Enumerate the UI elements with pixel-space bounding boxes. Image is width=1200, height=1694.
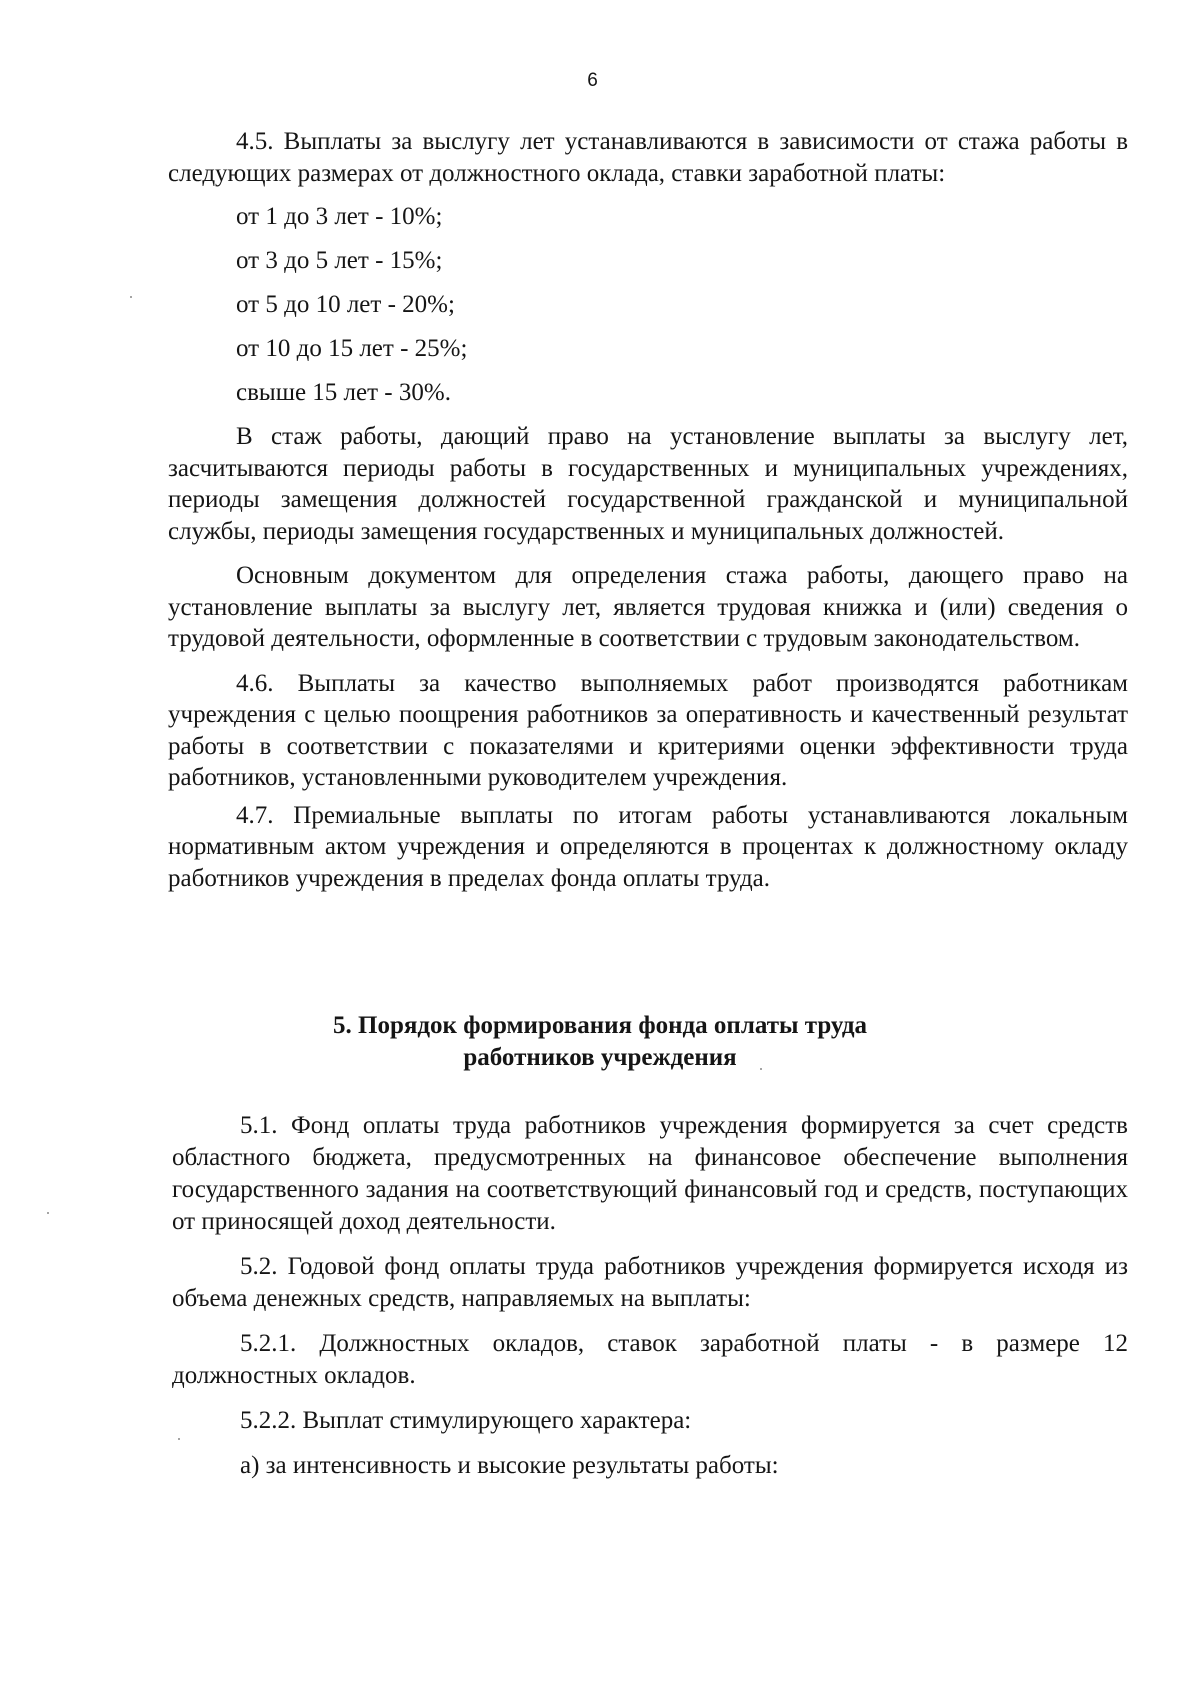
scan-speck xyxy=(47,1212,49,1214)
list-item: от 1 до 3 лет - 10%; xyxy=(236,203,443,230)
list-item: от 3 до 5 лет - 15%; xyxy=(236,247,443,274)
scan-speck xyxy=(130,296,132,298)
seniority-rates-list xyxy=(168,195,1128,415)
heading-line-1: 5. Порядок формирования фонда оплаты труда xyxy=(333,1012,867,1039)
list-item: от 10 до 15 лет - 25%; xyxy=(236,335,468,362)
scan-speck xyxy=(178,1438,180,1440)
list-item: свыше 15 лет - 30%. xyxy=(236,379,451,406)
scan-speck xyxy=(760,1068,762,1070)
heading-line-2: работников учреждения xyxy=(463,1044,737,1071)
paragraph-5-2: 5.2. Годовой фонд оплаты труда работников учреждения формируется исходя из объема денежных средств, направляемых на выплаты: xyxy=(172,1253,1128,1312)
section-5-heading xyxy=(0,1010,1200,1074)
list-item: от 5 до 10 лет - 20%; xyxy=(236,291,455,318)
section-4-body xyxy=(168,126,1128,894)
paragraph-a: а) за интенсивность и высокие результаты работы: xyxy=(240,1452,779,1479)
paragraph-5-2-1: 5.2.1. Должностных окладов, ставок заработной платы - в размере 12 должностных окладов. xyxy=(172,1330,1128,1389)
paragraph-4-5: 4.5. Выплаты за выслугу лет устанавливаются в зависимости от стажа работы в следующих размерах от должностного оклада, ставки заработной платы: xyxy=(168,128,1128,187)
paragraph-5-1: 5.1. Фонд оплаты труда работников учреждения формируется за счет средств областного бюджета, предусмотренных на финансовое обеспечение выполнения государственного задания на соответствующий финансовый год и средств, поступающих от приносящей доход деятельности. xyxy=(172,1112,1128,1235)
section-5-body xyxy=(172,1110,1128,1482)
paragraph-main-document: Основным документом для определения стажа работы, дающего право на установление выплаты за выслугу лет, является трудовая книжка и (или) сведения о трудовой деятельности, оформленные в соответствии с трудовым законодательством. xyxy=(168,562,1128,652)
paragraph-seniority-periods: В стаж работы, дающий право на установление выплаты за выслугу лет, засчитываются периоды работы в государственных и муниципальных учреждениях, периоды замещения должностей государственной гражданской и муниципальной службы, периоды замещения государственных и муниципальных должностей. xyxy=(168,423,1128,545)
paragraph-5-2-2: 5.2.2. Выплат стимулирующего характера: xyxy=(240,1407,692,1434)
page-number: 6 xyxy=(587,70,598,91)
paragraph-4-6: 4.6. Выплаты за качество выполняемых работ производятся работникам учреждения с целью поощрения работников за оперативность и качественный результат работы в соответствии с показателями и критериями оценки эффективности труда работников, установленными руководителем учреждения. xyxy=(168,669,1128,791)
paragraph-4-7: 4.7. Премиальные выплаты по итогам работы устанавливаются локальным нормативным актом учреждения и определяются в процентах к должностному окладу работников учреждения в пределах фонда оплаты труда. xyxy=(168,801,1128,892)
